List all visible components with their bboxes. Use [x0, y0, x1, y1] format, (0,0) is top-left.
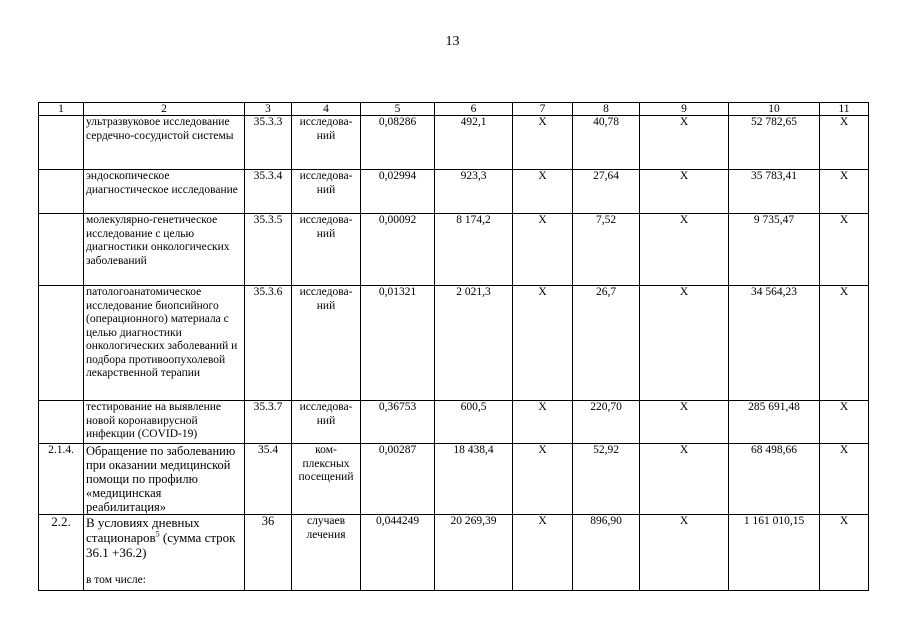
row-number: 2.2. — [39, 515, 84, 591]
row-c5: 0,01321 — [361, 286, 435, 401]
col-header: 9 — [640, 103, 729, 116]
row-unit: случаев лечения — [292, 515, 361, 591]
row-number — [39, 401, 84, 444]
row-c8: 40,78 — [573, 116, 640, 170]
row-c8: 27,64 — [573, 170, 640, 214]
row-unit: ком-плексных посещений — [292, 444, 361, 515]
row-c9: X — [640, 214, 729, 286]
row-name: Обращение по заболеванию при оказании медицинской помощи по профилю «медицинская реабилитация» — [84, 444, 245, 515]
table-row — [39, 286, 869, 401]
row-code: 35.3.7 — [245, 401, 292, 444]
row-c9: X — [640, 401, 729, 444]
table-row — [39, 515, 869, 591]
row-code: 35.3.4 — [245, 170, 292, 214]
row-number — [39, 170, 84, 214]
col-header: 11 — [820, 103, 869, 116]
table-row — [39, 214, 869, 286]
row-c7: X — [513, 401, 573, 444]
row-c5: 0,00287 — [361, 444, 435, 515]
col-header: 5 — [361, 103, 435, 116]
row-c8: 26,7 — [573, 286, 640, 401]
row-c11: X — [820, 401, 869, 444]
table-row — [39, 116, 869, 170]
row-c8: 220,70 — [573, 401, 640, 444]
row-unit: исследова-ний — [292, 116, 361, 170]
row-c5: 0,00092 — [361, 214, 435, 286]
data-table — [38, 102, 869, 591]
row-c9: X — [640, 286, 729, 401]
row-unit: исследова-ний — [292, 214, 361, 286]
row-c6: 2 021,3 — [435, 286, 513, 401]
row-c10: 1 161 010,15 — [729, 515, 820, 591]
row-c5: 0,36753 — [361, 401, 435, 444]
row-name: тестирование на выявление новой коронавирусной инфекции (COVID-19) — [84, 401, 245, 444]
row-c11: X — [820, 116, 869, 170]
row-name: патологоанатомическое исследование биопсийного (операционного) материала с целью диагностики онкологических заболеваний и подбора противоопухолевой лекарственной терапии — [84, 286, 245, 401]
col-header: 7 — [513, 103, 573, 116]
row-c8: 7,52 — [573, 214, 640, 286]
row-unit: исследова-ний — [292, 286, 361, 401]
column-number-row — [39, 103, 869, 116]
col-header: 4 — [292, 103, 361, 116]
table-row — [39, 170, 869, 214]
row-number — [39, 286, 84, 401]
row-c10: 52 782,65 — [729, 116, 820, 170]
row-code: 35.3.6 — [245, 286, 292, 401]
row-c5: 0,044249 — [361, 515, 435, 591]
row-c7: X — [513, 116, 573, 170]
row-name-text: В условиях дневных стационаров — [86, 515, 200, 545]
row-c6: 8 174,2 — [435, 214, 513, 286]
row-name: молекулярно-генетическое исследование с целью диагностики онкологических заболеваний — [84, 214, 245, 286]
row-c5: 0,02994 — [361, 170, 435, 214]
col-header: 3 — [245, 103, 292, 116]
row-c9: X — [640, 515, 729, 591]
row-name — [84, 515, 245, 591]
row-c6: 20 269,39 — [435, 515, 513, 591]
col-header: 10 — [729, 103, 820, 116]
col-header: 8 — [573, 103, 640, 116]
row-c6: 923,3 — [435, 170, 513, 214]
row-code: 35.4 — [245, 444, 292, 515]
row-c11: X — [820, 515, 869, 591]
row-number: 2.1.4. — [39, 444, 84, 515]
row-c11: X — [820, 286, 869, 401]
row-c7: X — [513, 214, 573, 286]
footnote-marker: 5 — [155, 529, 160, 539]
row-c10: 285 691,48 — [729, 401, 820, 444]
row-unit: исследова-ний — [292, 401, 361, 444]
row-c9: X — [640, 170, 729, 214]
row-c10: 35 783,41 — [729, 170, 820, 214]
subnote: в том числе: — [86, 574, 146, 586]
row-number — [39, 214, 84, 286]
row-c10: 34 564,23 — [729, 286, 820, 401]
row-c9: X — [640, 116, 729, 170]
row-c7: X — [513, 170, 573, 214]
row-c9: X — [640, 444, 729, 515]
row-c6: 18 438,4 — [435, 444, 513, 515]
table-row — [39, 401, 869, 444]
row-c7: X — [513, 444, 573, 515]
row-name: ультразвуковое исследование сердечно-сосудистой системы — [84, 116, 245, 170]
row-c11: X — [820, 444, 869, 515]
row-c11: X — [820, 170, 869, 214]
col-header: 2 — [84, 103, 245, 116]
row-c7: X — [513, 515, 573, 591]
row-c6: 600,5 — [435, 401, 513, 444]
row-code: 36 — [245, 515, 292, 591]
row-c10: 68 498,66 — [729, 444, 820, 515]
page-number: 13 — [445, 34, 460, 49]
col-header: 6 — [435, 103, 513, 116]
row-c8: 896,90 — [573, 515, 640, 591]
row-c10: 9 735,47 — [729, 214, 820, 286]
row-c7: X — [513, 286, 573, 401]
row-name: эндоскопическое диагностическое исследование — [84, 170, 245, 214]
row-code: 35.3.5 — [245, 214, 292, 286]
row-c6: 492,1 — [435, 116, 513, 170]
table-row — [39, 444, 869, 515]
row-c11: X — [820, 214, 869, 286]
row-c8: 52,92 — [573, 444, 640, 515]
row-number — [39, 116, 84, 170]
row-name-suffix: (сумма строк 36.1 +36.2) — [86, 530, 236, 560]
row-c5: 0,08286 — [361, 116, 435, 170]
col-header: 1 — [39, 103, 84, 116]
row-code: 35.3.3 — [245, 116, 292, 170]
row-unit: исследова-ний — [292, 170, 361, 214]
